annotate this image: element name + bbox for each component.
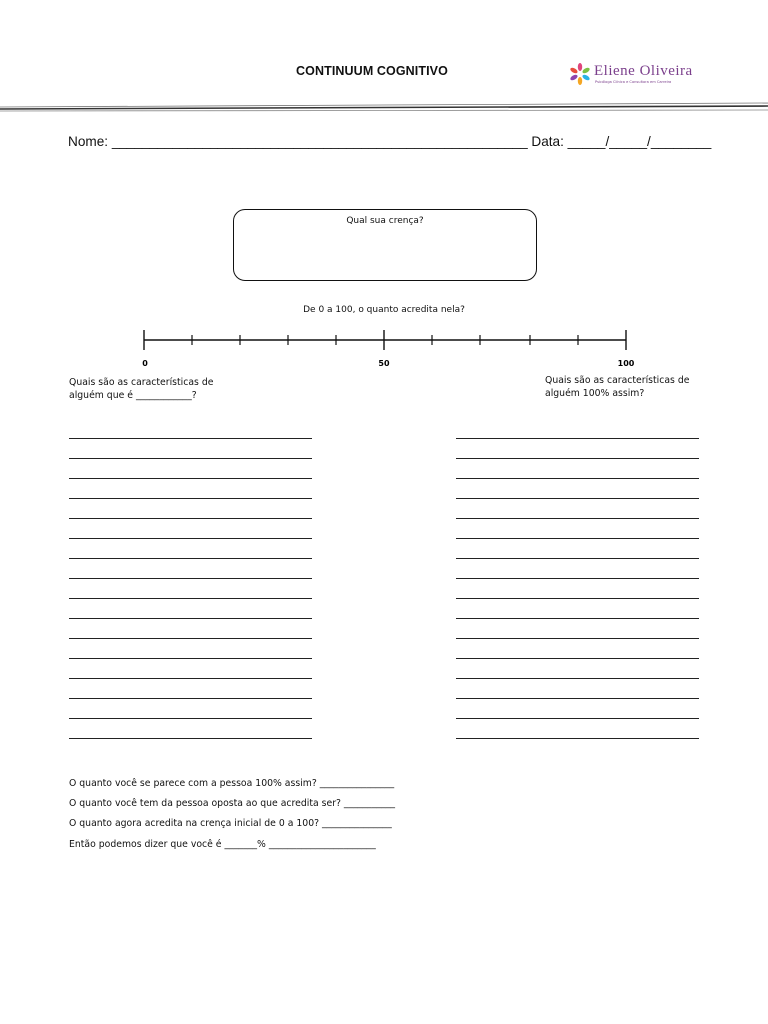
left-answer-line[interactable] bbox=[69, 599, 312, 619]
right-answer-line[interactable] bbox=[456, 719, 699, 739]
right-answer-line[interactable] bbox=[456, 599, 699, 619]
right-answer-line[interactable] bbox=[456, 519, 699, 539]
bottom-question[interactable]: O quanto agora acredita na crença inicial de 0 a 100? _______________ bbox=[69, 818, 392, 830]
right-answer-line[interactable] bbox=[456, 559, 699, 579]
right-answer-line[interactable] bbox=[456, 639, 699, 659]
left-answer-line[interactable] bbox=[69, 639, 312, 659]
flower-logo-icon bbox=[568, 62, 592, 86]
right-answer-line[interactable] bbox=[456, 679, 699, 699]
right-answer-line[interactable] bbox=[456, 479, 699, 499]
belief-box[interactable] bbox=[233, 209, 537, 281]
right-answer-line[interactable] bbox=[456, 499, 699, 519]
left-answer-line[interactable] bbox=[69, 659, 312, 679]
belief-scale[interactable] bbox=[140, 326, 634, 376]
left-answer-line[interactable] bbox=[69, 439, 312, 459]
brand-logo bbox=[568, 60, 698, 90]
left-answer-lines bbox=[69, 419, 312, 739]
scale-question: De 0 a 100, o quanto acredita nela? bbox=[303, 305, 465, 315]
belief-question: Qual sua crença? bbox=[346, 216, 424, 226]
left-answer-line[interactable] bbox=[69, 579, 312, 599]
bottom-question[interactable]: O quanto você se parece com a pessoa 100% assim? ________________ bbox=[69, 778, 395, 789]
left-answer-line[interactable] bbox=[69, 699, 312, 719]
scale-label-mid: 50 bbox=[378, 359, 390, 368]
scale-label-max: 100 bbox=[617, 359, 634, 368]
left-answer-line[interactable] bbox=[69, 619, 312, 639]
left-answer-line[interactable] bbox=[69, 419, 312, 439]
right-column-question: Quais são as características de alguém 100% assim? bbox=[545, 375, 690, 399]
left-answer-line[interactable] bbox=[69, 499, 312, 519]
bottom-question[interactable]: O quanto você tem da pessoa oposta ao que acredita ser? ___________ bbox=[69, 798, 396, 810]
left-answer-line[interactable] bbox=[69, 539, 312, 559]
right-answer-line[interactable] bbox=[456, 659, 699, 679]
right-answer-line[interactable] bbox=[456, 419, 699, 439]
document-title: CONTINUUM COGNITIVO bbox=[296, 64, 448, 78]
left-answer-line[interactable] bbox=[69, 679, 312, 699]
right-answer-line[interactable] bbox=[456, 459, 699, 479]
left-answer-line[interactable] bbox=[69, 459, 312, 479]
right-answer-lines bbox=[456, 419, 699, 739]
left-column-question: Quais são as características de alguém que é ____________? bbox=[69, 377, 214, 401]
right-answer-line[interactable] bbox=[456, 619, 699, 639]
bottom-questions bbox=[69, 778, 395, 859]
header-divider bbox=[0, 98, 768, 114]
left-answer-line[interactable] bbox=[69, 559, 312, 579]
left-answer-line[interactable] bbox=[69, 719, 312, 739]
left-answer-line[interactable] bbox=[69, 519, 312, 539]
scale-label-min: 0 bbox=[142, 359, 148, 368]
name-date-line[interactable]: Nome: _______________________________________________________ Data: _____/_____/________ bbox=[68, 134, 712, 149]
right-answer-line[interactable] bbox=[456, 699, 699, 719]
left-answer-line[interactable] bbox=[69, 479, 312, 499]
logo-subtitle: Psicóloga Clínica e Consultora em Carreira bbox=[595, 80, 672, 84]
right-answer-line[interactable] bbox=[456, 579, 699, 599]
right-answer-line[interactable] bbox=[456, 439, 699, 459]
bottom-question[interactable]: Então podemos dizer que você é _______% _______________________ bbox=[69, 838, 376, 850]
right-answer-line[interactable] bbox=[456, 539, 699, 559]
logo-name: Eliene Oliveira bbox=[594, 63, 693, 79]
